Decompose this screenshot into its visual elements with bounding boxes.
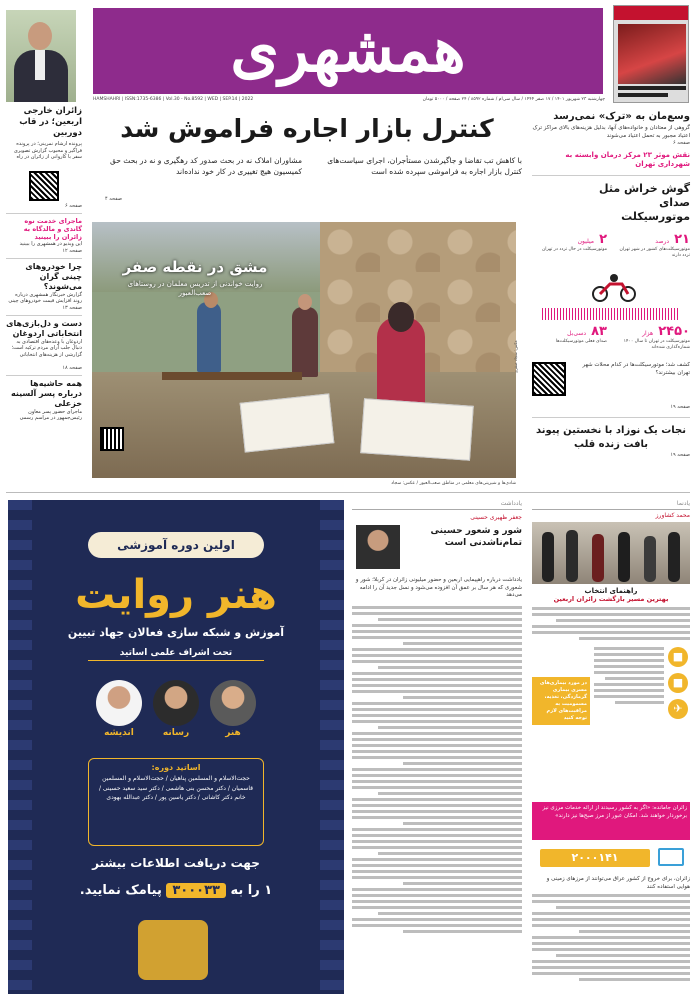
ad-sms-number: ۳۰۰۰۳۳ (166, 883, 226, 898)
stat-1: ۲۱ درصد موتورسیکلت‌های کشور در شهر تهران تردد دارند (619, 232, 690, 258)
left-story-5-body: ماجرای حضور پسر معاون رئیس‌جمهور در مراسم رسمی (19, 408, 82, 421)
col3-pink-box: زائران جامانده: «اگر به کشور رسیدند از ارائه خدمات مرزی نیز برخوردار خواهند شد. امکان عبور از مرز صبح‌ها نیز دارند» (532, 802, 690, 840)
ad-title: هنر روایت (75, 572, 277, 618)
ad-top-banner: اولین دوره آموزشی (88, 532, 264, 558)
envelope-icon (658, 848, 684, 866)
car-icon: ■ (668, 673, 688, 693)
left-story-3-note: صفحه ۱۳ (62, 304, 82, 311)
right-story-2[interactable]: نقش موثر ۲۳ مرکز درمان وابسته به شهرداری تهران (565, 151, 690, 168)
stat-4: ۸۳ دسی‌بل صدای فعلی موتورسیکلت‌ها (555, 324, 607, 344)
column-2 (352, 500, 522, 994)
col3-author: محمد کشاورز (655, 512, 690, 519)
right-story-1-note: صفحه ۶ (673, 140, 690, 146)
main-headline[interactable]: کنترل بازار اجاره فراموش شد (120, 114, 494, 143)
ad-person-label-3: هنر (225, 728, 241, 738)
masthead (93, 8, 603, 94)
ad-portrait-3 (96, 680, 142, 726)
col3-section-label: یادنما (532, 500, 690, 510)
ad-ornament-left (8, 500, 32, 994)
left-story-3-body: گزارش خبرنگار همشهری درباره روند افزایش قیمت خودروهای چینی (8, 291, 82, 304)
left-story-2-title[interactable]: ماجرای خدمت نوه گاندی و مالدگاه به زائران را ببینید (23, 217, 82, 241)
left-story-4-body: اردوغان با وعده‌های اقتصادی به دنبال جلب آرای مردم ترکیه است؛ گزارشی از هزینه‌های انتخاباتی (11, 338, 82, 358)
col3-photo-sub: بهترین مسیر بازگشت زائران اربعین (553, 595, 669, 603)
left-story-1-note: صفحه ۶ (65, 203, 82, 209)
ad-subtitle: آموزش و شبکه سازی فعالان جهاد تبیین (67, 626, 285, 639)
right-story-1-body: گروهی از معتادان و خانواده‌های آنها، بدلیل هزینه‌های بالای مراکز ترک اعتیاد مجبور به تحمل اعتیاد می‌شوند (532, 125, 690, 139)
right-story-4-note: صفحه ۱۹ (670, 452, 690, 458)
col3-gold-box: در مورد بیماری‌های مسری بیماری گرمازدگی، تغذیه، مسمومیت به مراقبت‌های لازم توجه کنید (532, 677, 590, 725)
main-lede-left: مشاوران املاک نه در بحث صدور کد رهگیری و نه در بحث حق کمیسیون هیچ تغییری در کار خود نداده‌اند (109, 156, 302, 176)
main-lede-right: با کاهش تب تقاضا و جاگیرشدن مستأجران، اجرای سیاست‌های کنترل بازار اجاره به فراموشی سپرده شده است (327, 156, 522, 176)
left-story-4-note: صفحه ۱۸ (62, 364, 82, 371)
col3-photo-caption: راهنمای انتخاب (584, 587, 638, 595)
left-column (6, 106, 82, 486)
right-story-4-title[interactable]: نجات یک نوزاد با نخستین پیوند بافت زنده قلب (536, 425, 686, 450)
qr-code-2[interactable] (532, 362, 566, 396)
masthead-info-fa: چهارشنبه ۲۳ شهریور ۱۴۰۱ / ۱۷ صفر ۱۴۴۴ / سال سی‌ام / شماره ۸۵۹۲ / ۲۴ صفحه / ۵۰۰۰ تومان (422, 97, 605, 102)
ad-ornament-right (320, 500, 344, 994)
ad-sms-prefix: ۱ را به (230, 883, 273, 898)
left-story-3-title[interactable]: چرا خودروهای چینی گران می‌شوند؟ (25, 261, 82, 291)
col3-bottom-body: زائران، برای خروج از کشور عراق می‌توانند از مرزهای زمینی و هوایی استفاده کنند (546, 876, 690, 890)
left-story-2-body: این ویدیو در همشهری را ببینید (19, 241, 82, 247)
main-page-ref: صفحه ۴ (105, 196, 122, 202)
left-story-2-note: صفحه ۱۲ (62, 247, 82, 254)
right-story-3-title[interactable]: گوش خراش مثل صدای موتورسیکلت (599, 182, 690, 223)
motorcycle-icon (590, 272, 638, 302)
photo-credit: عکس: سجاد صفری (513, 340, 518, 374)
ad-supervisors-label: تحت اشراف علمی اساتید (88, 648, 264, 661)
ad-panel[interactable] (8, 500, 344, 994)
col2-author-photo (356, 525, 400, 569)
ad-portrait-2 (153, 680, 199, 726)
masthead-info-en: HAMSHAHRI | ISSN:1735-6386 | Vol.30 - No.8592 | WED | SEP.14 | 2022 (93, 97, 254, 102)
ad-sms-row[interactable] (68, 878, 284, 904)
ad-sms-suffix: پیامک نمایید. (79, 883, 162, 898)
left-story-1-body: پرونده آرشام نمرینی؛ در پرونده فراگیر و محبوب گزارش تصویری سفر با کاروانی از زائران در راه (13, 141, 82, 160)
photo-title: مشق در نقطه صفر (122, 258, 268, 276)
ad-teachers-box (88, 758, 264, 846)
ad-teachers-label: اساتید دوره: (151, 763, 201, 772)
col3-body-text (532, 607, 690, 640)
left-story-1-title[interactable]: زائران خارجی اربعین؛ در قاب دوربین (19, 106, 82, 138)
col3-photo[interactable] (532, 522, 690, 584)
qr-code-photo[interactable] (100, 427, 124, 451)
left-story-5-title[interactable]: همه حاشیه‌ها درباره پسر آلسینه خزعلی (10, 378, 82, 408)
masthead-logo: همشهری (230, 13, 466, 86)
col3-phone-bar[interactable] (532, 846, 690, 870)
stat-2: ۲ میلیون موتورسیکلت در حال تردد در تهران (541, 232, 607, 252)
col2-body-intro: یادداشت درباره راهپیمایی اربعین و حضور میلیونی زائران در کربلا؛ شور و شعوری که هر سال بر عمق آن افزوده می‌شود و نسل جدید آن را ادامه می‌دهد (355, 577, 522, 598)
thumbnail-newspaper[interactable] (613, 5, 689, 103)
right-story-1-title[interactable]: وسع‌مان به «ترک» نمی‌رسد (553, 111, 690, 122)
col2-author: جعفر ظهیری حسینی (470, 514, 522, 521)
ad-person-label-2: اندیشه (104, 728, 134, 738)
photo-caption: شادی‌ها و شیرینی‌های معلمی در مناطق صعب‌العبور / عکس: سجاد (391, 481, 516, 486)
right-story-3-note: صفحه ۱۹ (670, 404, 690, 410)
col2-section-label: یادداشت (352, 500, 522, 510)
ad-person-label-1: رسانه (162, 728, 190, 738)
ad-portrait-1 (210, 680, 256, 726)
sound-wave-graphic (542, 308, 680, 320)
left-story-4-title[interactable]: دست و دل‌بازی‌های انتخاباتی اردوغان (6, 318, 82, 338)
col3-phone-number: ۲۰۰۰۱۴۱ (540, 849, 650, 867)
bus-icon: ■ (668, 647, 688, 667)
right-column (532, 110, 690, 490)
stat-3: ۲۴۵۰ هزار موتورسیکلت در تهران تا سال ۱۴۰۰ شماره‌گذاری شده‌اند (623, 324, 690, 350)
qr-code-1[interactable] (29, 171, 59, 201)
ad-phone-icon (138, 920, 208, 980)
col2-title[interactable]: شور و شعور حسینی تمام‌ناشدنی است (430, 526, 522, 548)
right-story-3-body: کشف شد؛ موتورسیکلت‌ها در کدام محلات شهر تهران بیشترند؟ (582, 362, 690, 376)
column-3 (532, 500, 690, 994)
ad-teachers-list: حجت‌الاسلام و المسلمین پناهیان / حجت‌الاسلام و المسلمین قاسمیان / دکتر محسن بنی هاشمی / دکتر سید سعید حسینی / خانم دکتر کاشانی / دکتر یاسین پور / دکتر عبدالله بهودی (98, 775, 254, 801)
ad-cta: جهت دریافت اطلاعات بیشتر (92, 856, 260, 870)
col2-body-text (352, 606, 522, 933)
portrait-photo (6, 10, 76, 102)
plane-icon: ✈ (668, 699, 688, 719)
col3-bottom-lines (532, 894, 690, 984)
photo-subtitle: روایت خواندنی از تدریس معلمان در روستاهای صعب‌العبور (127, 280, 263, 297)
